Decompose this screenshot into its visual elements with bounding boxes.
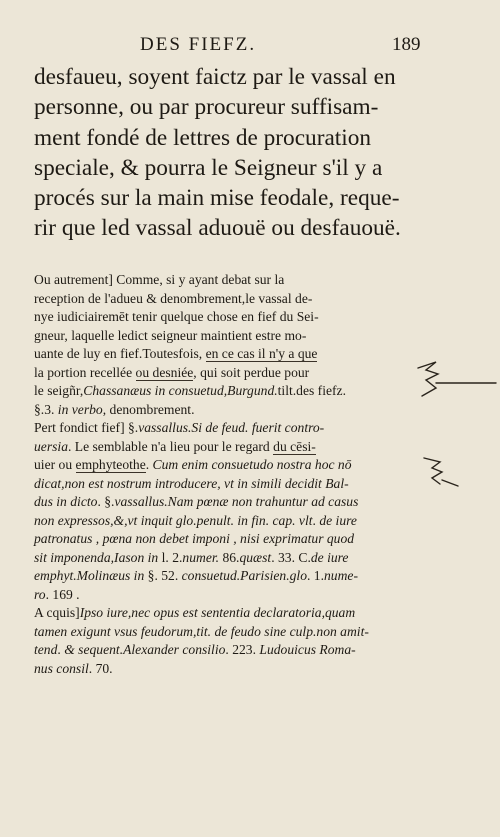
gloss-text: . 169 . [45, 586, 80, 602]
gloss-text: A cquis] [34, 605, 80, 620]
gloss-text: la portion recellée [34, 364, 136, 380]
main-text-line: speciale, & pourra le Seigneur s'il y a [34, 154, 383, 181]
latin-citation: patronatus , pœna non debet imponi , nisi exprimatur quod [34, 531, 355, 546]
latin-citation: ro [34, 586, 46, 602]
main-text-line: rir que led vassal aduouë ou desfauouë. [34, 215, 401, 242]
main-text-line: ment fondé de lettres de procuration [34, 124, 372, 151]
latin-citation: tend [34, 642, 58, 657]
latin-citation: nus consil [34, 660, 89, 676]
latin-citation: dicat,non est nostrum introducere, vt in simili decidit Bal- [34, 475, 349, 491]
handwritten-line-mark [442, 480, 458, 486]
gloss-text: du cēsi- [273, 438, 316, 454]
gloss-text: Pert fondict fief] §. [34, 420, 139, 435]
gloss-text: . [57, 642, 65, 657]
gloss-text: . 1. [307, 568, 324, 583]
main-text-line: procés sur la main mise feodale, reque- [34, 185, 400, 212]
latin-citation: in verbo [57, 401, 103, 417]
gloss-text: . [145, 457, 153, 472]
latin-citation: Chassanæus in consuetud,Burgund. [83, 383, 278, 398]
gloss-text: 86. [219, 549, 240, 565]
gloss-text: gneur, laquelle ledict seigneur maintient estre mo- [34, 327, 307, 343]
latin-citation: non expressos,&,vt inquit glo.penult. in fin. cap. vlt [34, 512, 313, 528]
latin-citation: Ludouicus Roma- [259, 642, 356, 657]
gloss-text: l. 2. [161, 549, 183, 565]
gloss-text: . 33. C. [271, 549, 311, 565]
latin-citation: vassallus.Si de feud. fuerit contro- [138, 420, 325, 435]
latin-citation: numer. [182, 549, 220, 565]
latin-citation: Ipso iure,nec opus est sententia declaratoria,quam [79, 605, 356, 620]
gloss-text: ou desniée [135, 364, 194, 380]
latin-citation: uersia [34, 438, 68, 454]
gloss-text: en ce cas il n'y a que [205, 346, 318, 361]
gloss-text: §. 52. [147, 568, 182, 583]
gloss-text: §.3. [34, 401, 58, 417]
latin-citation: Cum enim consuetudo nostra hoc nō [152, 457, 352, 472]
latin-citation: de iure [319, 512, 357, 528]
gloss-text: uante de luy en fief.Toutesfois, [34, 346, 206, 361]
latin-citation: dus in dicto [34, 494, 98, 509]
gloss-text: , qui soit perdue pour [193, 364, 310, 380]
gloss-text: emphyteothe [75, 457, 146, 472]
gloss-text: . 223. [225, 642, 260, 657]
gloss-text: . 70. [88, 660, 113, 676]
gloss-text: . [312, 512, 320, 528]
latin-citation: nume- [324, 568, 358, 583]
gloss-text: . §. [97, 494, 115, 509]
latin-citation: vassallus.Nam pœnæ non trahuntur ad casus [114, 494, 359, 509]
latin-citation: tamen exigunt vsus feudorum,tit. de feudo sine culp.non amit- [34, 623, 369, 639]
handwritten-bracket-mark [424, 458, 442, 484]
latin-citation: de iure [310, 549, 349, 565]
latin-citation: & sequent.Alexander consilio [64, 642, 226, 657]
gloss-text: , denombrement. [102, 401, 195, 417]
latin-citation: sit imponenda,Iason in [34, 549, 162, 565]
gloss-text: tilt.des fiefz. [277, 383, 346, 398]
latin-citation: emphyt.Molinæus in [34, 568, 148, 583]
running-title: DES FIEFZ. [140, 34, 257, 55]
gloss-text: . Le semblable n'a lieu pour le regard [67, 438, 274, 454]
gloss-text: reception de l'adueu & denombrement,le vassal de- [34, 290, 313, 306]
gloss-text: uier ou [34, 457, 76, 472]
gloss-text: nye iudiciairemēt tenir quelque chose en fief du Sei- [34, 309, 319, 324]
handwritten-bracket-mark [418, 362, 438, 396]
main-text-line: desfaueu, soyent faictz par le vassal en [34, 64, 396, 90]
page-number: 189 [392, 34, 421, 55]
gloss-text: Ou autrement] Comme, si y ayant debat sur la [34, 272, 285, 287]
latin-citation: consuetud.Parisien.glo [181, 568, 307, 583]
main-text-line: personne, ou par procureur suffisam- [34, 94, 379, 121]
gloss-text: le seigñr, [34, 383, 84, 398]
latin-citation: quæst [239, 549, 272, 565]
